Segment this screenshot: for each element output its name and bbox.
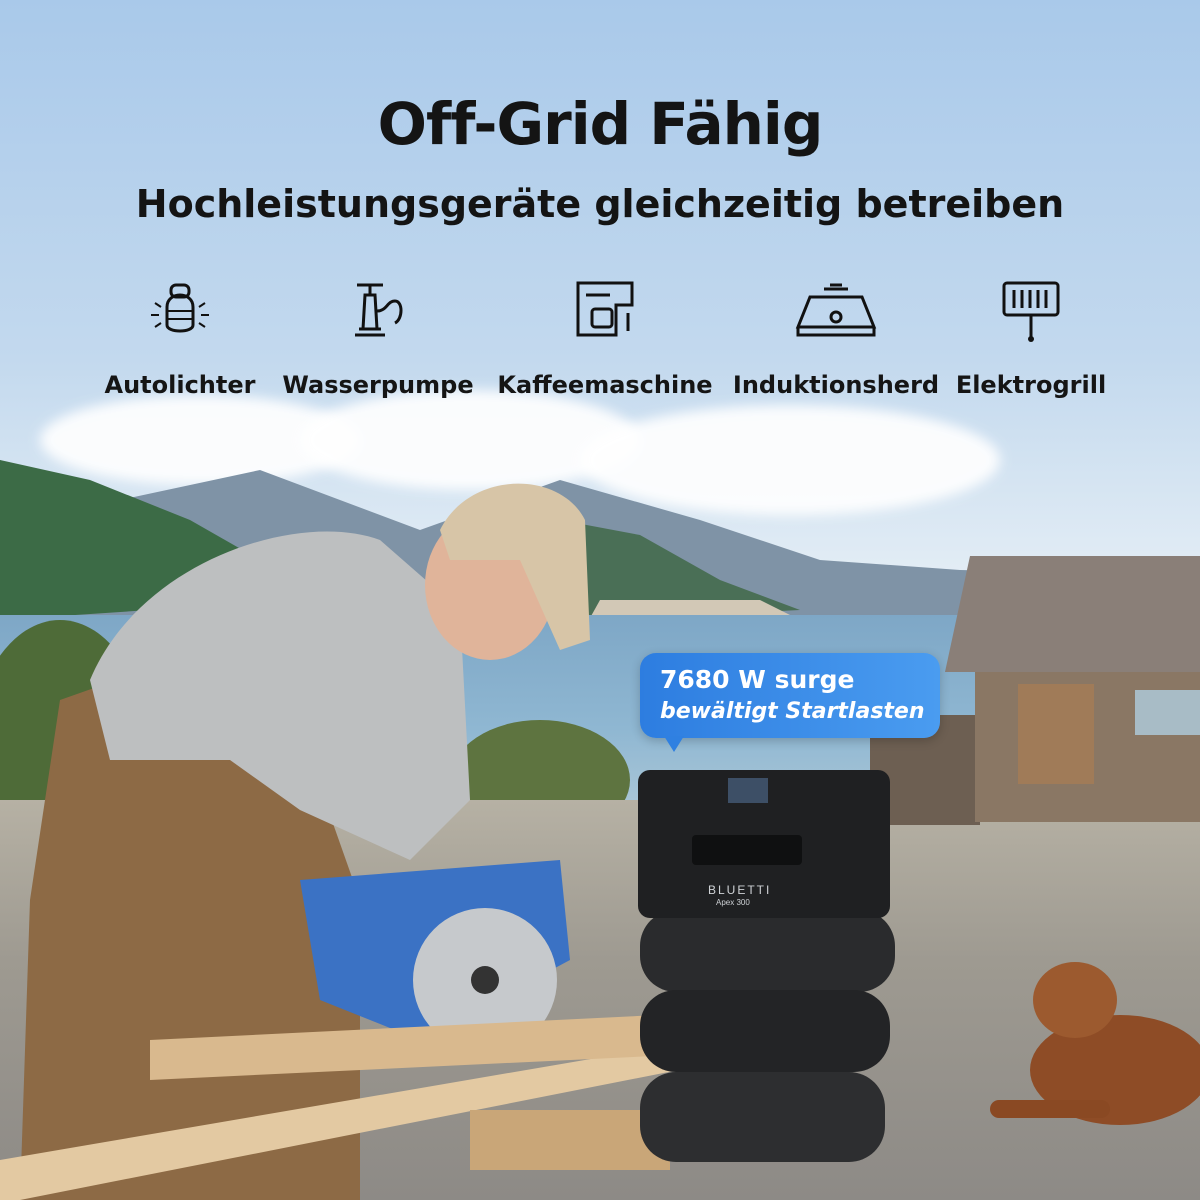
appliance-label: Induktionsherd — [732, 371, 940, 399]
callout-subtext: bewältigt Startlasten — [660, 699, 925, 724]
callout-surge: 7680 W surge — [660, 665, 855, 694]
appliance-label: Kaffeemaschine — [497, 371, 713, 399]
appliance-label: Wasserpumpe — [282, 371, 474, 399]
appliance-label: Autolichter — [104, 371, 256, 399]
appliance-item — [263, 275, 493, 399]
electric-grill-icon — [996, 275, 1066, 345]
appliance-label: Elektrogrill — [955, 371, 1107, 399]
induction-cooker-icon — [794, 275, 878, 345]
page-subtitle: Hochleistungsgeräte gleichzeitig betreiben — [135, 182, 1065, 226]
water-pump-icon — [343, 275, 413, 345]
product-brand: BLUETTI — [708, 883, 772, 897]
appliance-item — [490, 275, 720, 399]
coffee-machine-icon — [570, 275, 640, 345]
product-model: Apex 300 — [716, 898, 750, 907]
surge-callout — [640, 653, 940, 738]
appliance-item — [916, 275, 1146, 399]
car-light-icon — [145, 275, 215, 345]
page-title: Off-Grid Fähig — [377, 90, 823, 158]
appliance-icons-row — [0, 275, 1200, 405]
appliance-item — [65, 275, 295, 399]
